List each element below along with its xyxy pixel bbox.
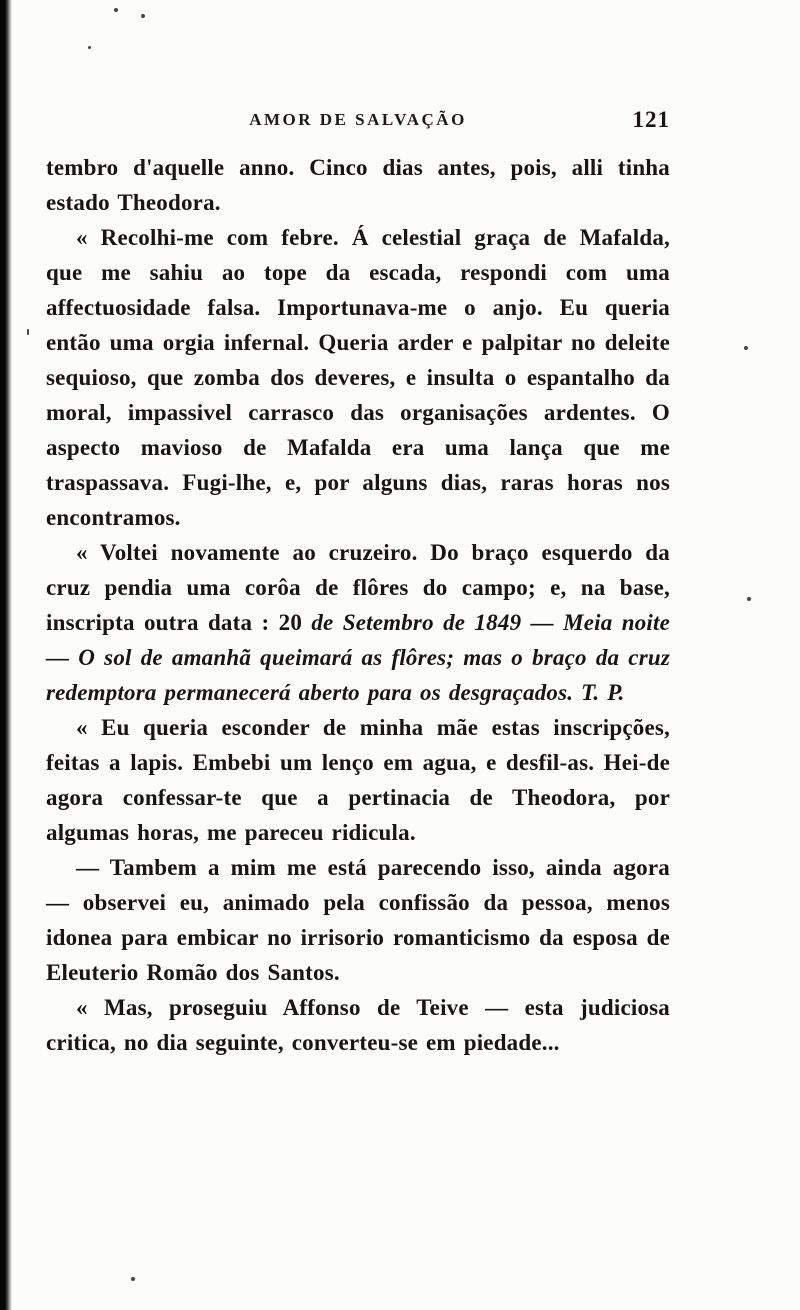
- scan-speck: [744, 346, 748, 350]
- scan-speck: [747, 597, 751, 601]
- paragraph: « Recolhi-me com febre. Á celestial graça de Mafalda, que me sahiu ao tope da escada, respondi com uma affectuosidade falsa. Importunava-me o anjo. Eu queria então uma orgia infernal. Queria arder e palpitar no deleite sequioso, que zomba dos deveres, e insulta o espantalho da moral, impassivel carrasco das organisações ardentes. O aspecto mavioso de Mafalda era uma lança que me traspassava. Fugi-lhe, e, por alguns dias, raras horas nos encontramos.: [46, 225, 670, 530]
- scan-speck: [88, 46, 91, 49]
- page-header: [46, 107, 670, 140]
- text-block: [46, 150, 670, 1060]
- scan-speck: [27, 329, 29, 335]
- scan-edge-left: [0, 0, 12, 1310]
- running-title: AMOR DE SALVAÇÃO: [249, 110, 467, 129]
- scan-speck: [141, 14, 145, 18]
- page-number: 121: [632, 107, 670, 132]
- paragraph: « Mas, proseguiu Affonso de Teive — esta judiciosa critica, no dia seguinte, converteu-se em piedade...: [46, 995, 670, 1055]
- paragraph: [46, 535, 670, 710]
- paragraph: « Eu queria esconder de minha mãe estas inscripções, feitas a lapis. Embebi um lenço em agua, e desfil-as. Hei-de agora confessar-te que a pertinacia de Theodora, por algumas horas, me pareceu ridicula.: [46, 715, 670, 845]
- paragraph-segment-normal: « Voltei novamente ao cruzeiro. Do braço esquerdo da cruz pendia uma corôa de flôres do campo; e, na base, inscripta outra data : 20: [46, 540, 670, 635]
- scan-speck: [131, 1277, 135, 1281]
- scan-speck: [114, 8, 118, 12]
- paragraph: — Tambem a mim me está parecendo isso, ainda agora — observei eu, animado pela confissão da pessoa, menos idonea para embicar no irrisorio romanticismo da esposa de Eleuterio Romão dos Santos.: [46, 855, 670, 985]
- paragraph: tembro d'aquelle anno. Cinco dias antes, pois, alli tinha estado Theodora.: [46, 155, 670, 215]
- paragraph-segment-italic: de Setembro de 1849 — Meia noite — O sol de amanhã queimará as flôres; mas o braço da cruz redemptora permanecerá aberto para os desgraçados. T. P.: [46, 610, 671, 705]
